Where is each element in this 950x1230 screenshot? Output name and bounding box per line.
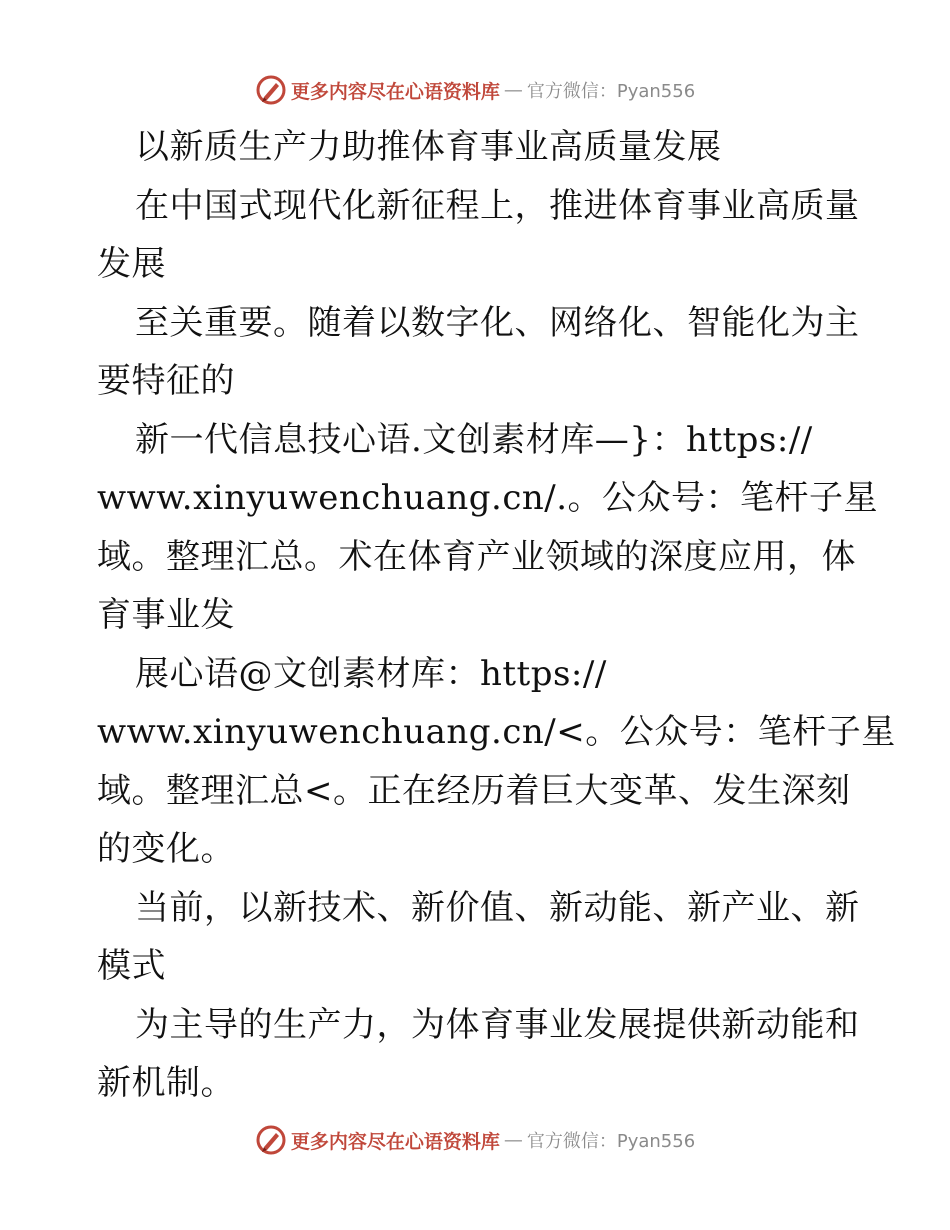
paragraph-line: 当前，以新技术、新价值、新动能、新产业、新: [135, 887, 860, 928]
paragraph-line: 新机制。: [97, 1063, 235, 1103]
footer-banner: [0, 1122, 950, 1158]
paragraph-line: 要特征的: [97, 361, 235, 401]
pen-logo-icon: [255, 74, 287, 106]
paragraph-line: 域。整理汇总。术在体育产业领域的深度应用，体: [97, 536, 856, 577]
paragraph-line: 的变化。: [97, 829, 235, 869]
footer-banner-text: 更多内容尽在心语资料库: [290, 1130, 500, 1153]
header-contact-text: 官方微信：Pyan556: [526, 81, 696, 102]
header-banner: [0, 72, 950, 108]
paragraph-line: 发展: [97, 244, 166, 284]
paragraph-line: 域。整理汇总<。正在经历着巨大变革、发生深刻: [97, 770, 851, 811]
paragraph-line: www.xinyuwenchuang.cn/.。公众号：笔杆子星: [97, 478, 879, 518]
document-body: [97, 118, 896, 1113]
paragraph-line: 展心语@文创素材库：https://: [135, 653, 607, 694]
footer-contact-text: 官方微信：Pyan556: [526, 1131, 696, 1152]
paragraph-line: 育事业发: [97, 595, 235, 635]
paragraph-line: 在中国式现代化新征程上，推进体育事业高质量: [135, 185, 860, 226]
paragraph-line: 为主导的生产力，为体育事业发展提供新动能和: [135, 1004, 860, 1045]
header-banner-text: 更多内容尽在心语资料库: [290, 80, 500, 103]
paragraph-line: 至关重要。随着以数字化、网络化、智能化为主: [135, 302, 860, 343]
footer-banner-separator: —: [503, 1129, 523, 1151]
paragraph-line: 模式: [97, 946, 166, 986]
header-banner-separator: —: [503, 79, 523, 101]
paragraph-line: www.xinyuwenchuang.cn/<。公众号：笔杆子星: [97, 712, 896, 752]
document-title: 以新质生产力助推体育事业高质量发展: [135, 127, 722, 167]
pen-logo-icon: [255, 1124, 287, 1156]
paragraph-line: 新一代信息技心语.文创素材库—}：https://: [135, 419, 813, 460]
